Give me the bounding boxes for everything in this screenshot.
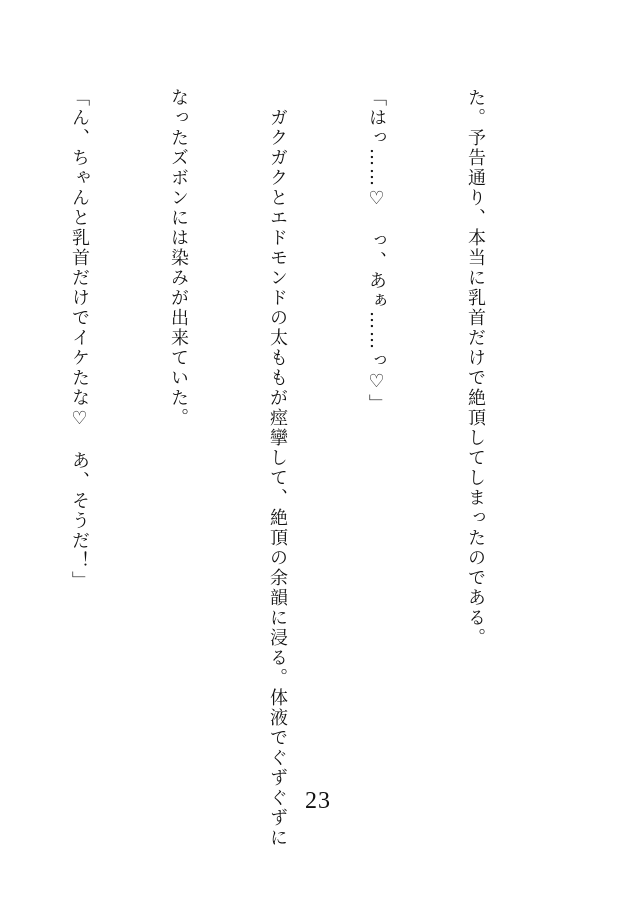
text-line: なったズボンには染みが出来ていた。 (168, 88, 189, 428)
page-number: 23 (305, 788, 331, 814)
text-line: 「はっ……♡ っ、あぁ……っ♡」 (366, 88, 387, 414)
text-line: ガクガクとエドモンドの太ももが痙攣して、絶頂の余韻に浸る。体液でぐずぐずに (267, 88, 288, 848)
text-line: 「ん、ちゃんと乳首だけでイケたな♡ あ、そうだ！」 (69, 88, 90, 591)
text-line: た。予告通り、本当に乳首だけで絶頂してしまったのである。 (465, 88, 486, 648)
